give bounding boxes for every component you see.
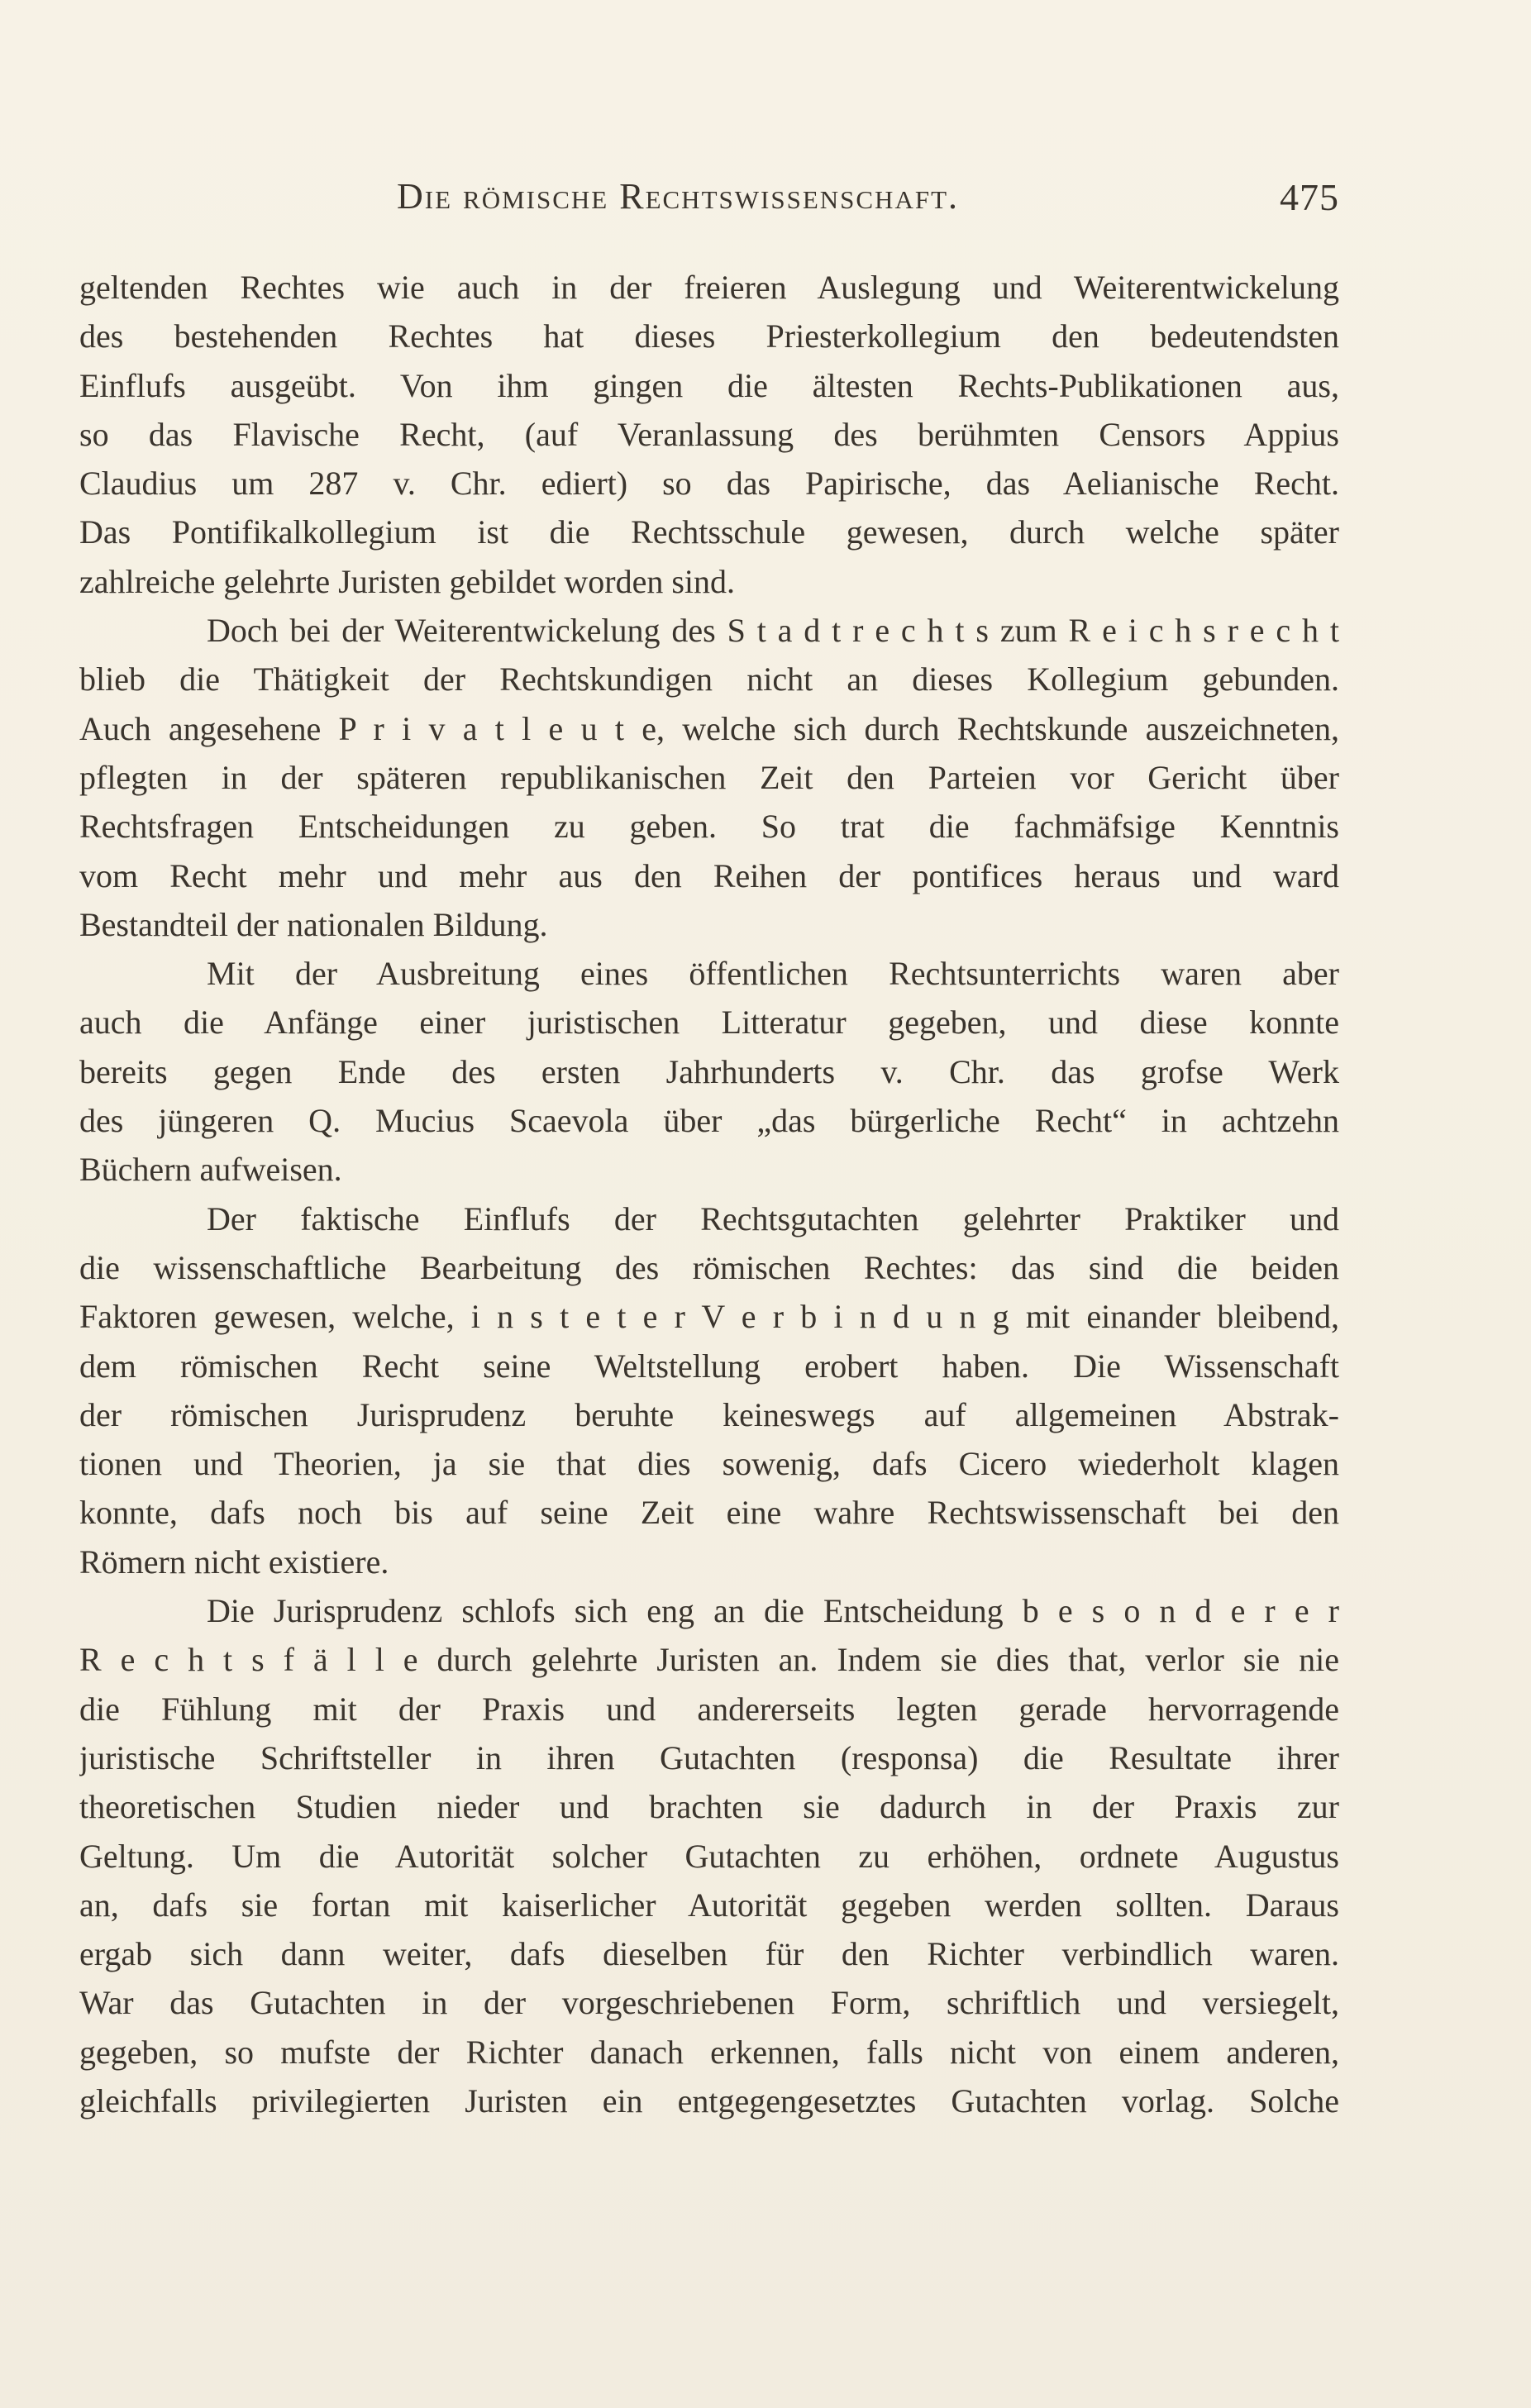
text-line: auch die Anfänge einer juristischen Litteratur gegeben, und diese konnte	[79, 1004, 1339, 1042]
page-header	[79, 175, 1339, 241]
text-line: tionen und Theorien, ja sie that dies sowenig, dafs Cicero wiederholt klagen	[79, 1445, 1339, 1483]
text-line: bereits gegen Ende des ersten Jahrhunderts v. Chr. das grofse Werk	[79, 1052, 1339, 1090]
text-line: Büchern aufweisen.	[79, 1151, 342, 1189]
text-line: Römern nicht existiere.	[79, 1543, 389, 1581]
text-line: die wissenschaftliche Bearbeitung des römischen Rechtes: das sind die beiden	[79, 1248, 1339, 1286]
text-line: zahlreiche gelehrte Juristen gebildet worden sind.	[79, 562, 736, 600]
text-line: Der faktische Einflufs der Rechtsgutachten gelehrter Praktiker und	[207, 1199, 1339, 1237]
text-line: die Fühlung mit der Praxis und andererseits legten gerade hervorragende	[79, 1690, 1339, 1728]
text-line: Bestandteil der nationalen Bildung.	[79, 905, 548, 943]
text-line: Das Pontifikalkollegium ist die Rechtsschule gewesen, durch welche später	[79, 513, 1339, 551]
text-line: an, dafs sie fortan mit kaiserlicher Autorität gegeben werden sollten. Daraus	[79, 1886, 1339, 1924]
text-line: vom Recht mehr und mehr aus den Reihen der pontifices heraus und ward	[79, 856, 1339, 894]
text-line: War das Gutachten in der vorgeschriebenen Form, schriftlich und versiegelt,	[79, 1984, 1339, 2022]
text-line: Die Jurisprudenz schlofs sich eng an die Entscheidung b e s o n d e r e r	[207, 1592, 1339, 1630]
text-line: Faktoren gewesen, welche, i n s t e t e r V e r b i n d u n g mit einander bleibend,	[79, 1298, 1339, 1336]
text-line: des jüngeren Q. Mucius Scaevola über „das bürgerliche Recht“ in achtzehn	[79, 1102, 1339, 1140]
text-line: gleichfalls privilegierten Juristen ein entgegengesetztes Gutachten vorlag. Solche	[79, 2081, 1339, 2120]
text-line: Rechtsfragen Entscheidungen zu geben. So trat die fachmäfsige Kenntnis	[79, 808, 1339, 846]
text-line: theoretischen Studien nieder und brachten sie dadurch in der Praxis zur	[79, 1788, 1339, 1826]
text-line: der römischen Jurisprudenz beruhte keineswegs auf allgemeinen Abstrak-	[79, 1395, 1339, 1433]
text-line: so das Flavische Recht, (auf Veranlassung des berühmten Censors Appius	[79, 415, 1339, 453]
text-line: Einflufs ausgeübt. Von ihm gingen die ältesten Rechts-Publikationen aus,	[79, 366, 1339, 404]
text-line: des bestehenden Rechtes hat dieses Priesterkollegium den bedeutendsten	[79, 317, 1339, 355]
text-line: blieb die Thätigkeit der Rechtskundigen nicht an dieses Kollegium gebunden.	[79, 660, 1339, 699]
text-line: geltenden Rechtes wie auch in der freieren Auslegung und Weiterentwickelung	[79, 269, 1339, 306]
running-title: Die römische Rechtswissenschaft.	[397, 176, 960, 217]
text-line: konnte, dafs noch bis auf seine Zeit eine wahre Rechtswissenschaft bei den	[79, 1494, 1339, 1532]
text-line: R e c h t s f ä l l e durch gelehrte Juristen an. Indem sie dies that, verlor sie nie	[79, 1641, 1339, 1679]
text-line: Claudius um 287 v. Chr. ediert) so das Papirische, das Aelianische Recht.	[79, 465, 1339, 503]
text-line: pflegten in der späteren republikanischen Zeit den Parteien vor Gericht über	[79, 758, 1339, 796]
text-line: ergab sich dann weiter, dafs dieselben für den Richter verbindlich waren.	[79, 1935, 1339, 1973]
text-line: Geltung. Um die Autorität solcher Gutachten zu erhöhen, ordnete Augustus	[79, 1837, 1339, 1875]
text-line: Doch bei der Weiterentwickelung des S t a d t r e c h t s zum R e i c h s r e c h t	[207, 612, 1339, 650]
text-line: Auch angesehene P r i v a t l e u t e, welche sich durch Rechtskunde auszeichneten,	[79, 709, 1339, 747]
page-number: 475	[1280, 176, 1339, 218]
text-line: juristische Schriftsteller in ihren Gutachten (responsa) die Resultate ihrer	[79, 1738, 1339, 1776]
body-text	[79, 263, 1339, 2125]
text-line: gegeben, so mufste der Richter danach erkennen, falls nicht von einem anderen,	[79, 2033, 1339, 2071]
text-line: Mit der Ausbreitung eines öffentlichen Rechtsunterrichts waren aber	[207, 955, 1339, 993]
text-line: dem römischen Recht seine Weltstellung erobert haben. Die Wissenschaft	[79, 1347, 1339, 1385]
